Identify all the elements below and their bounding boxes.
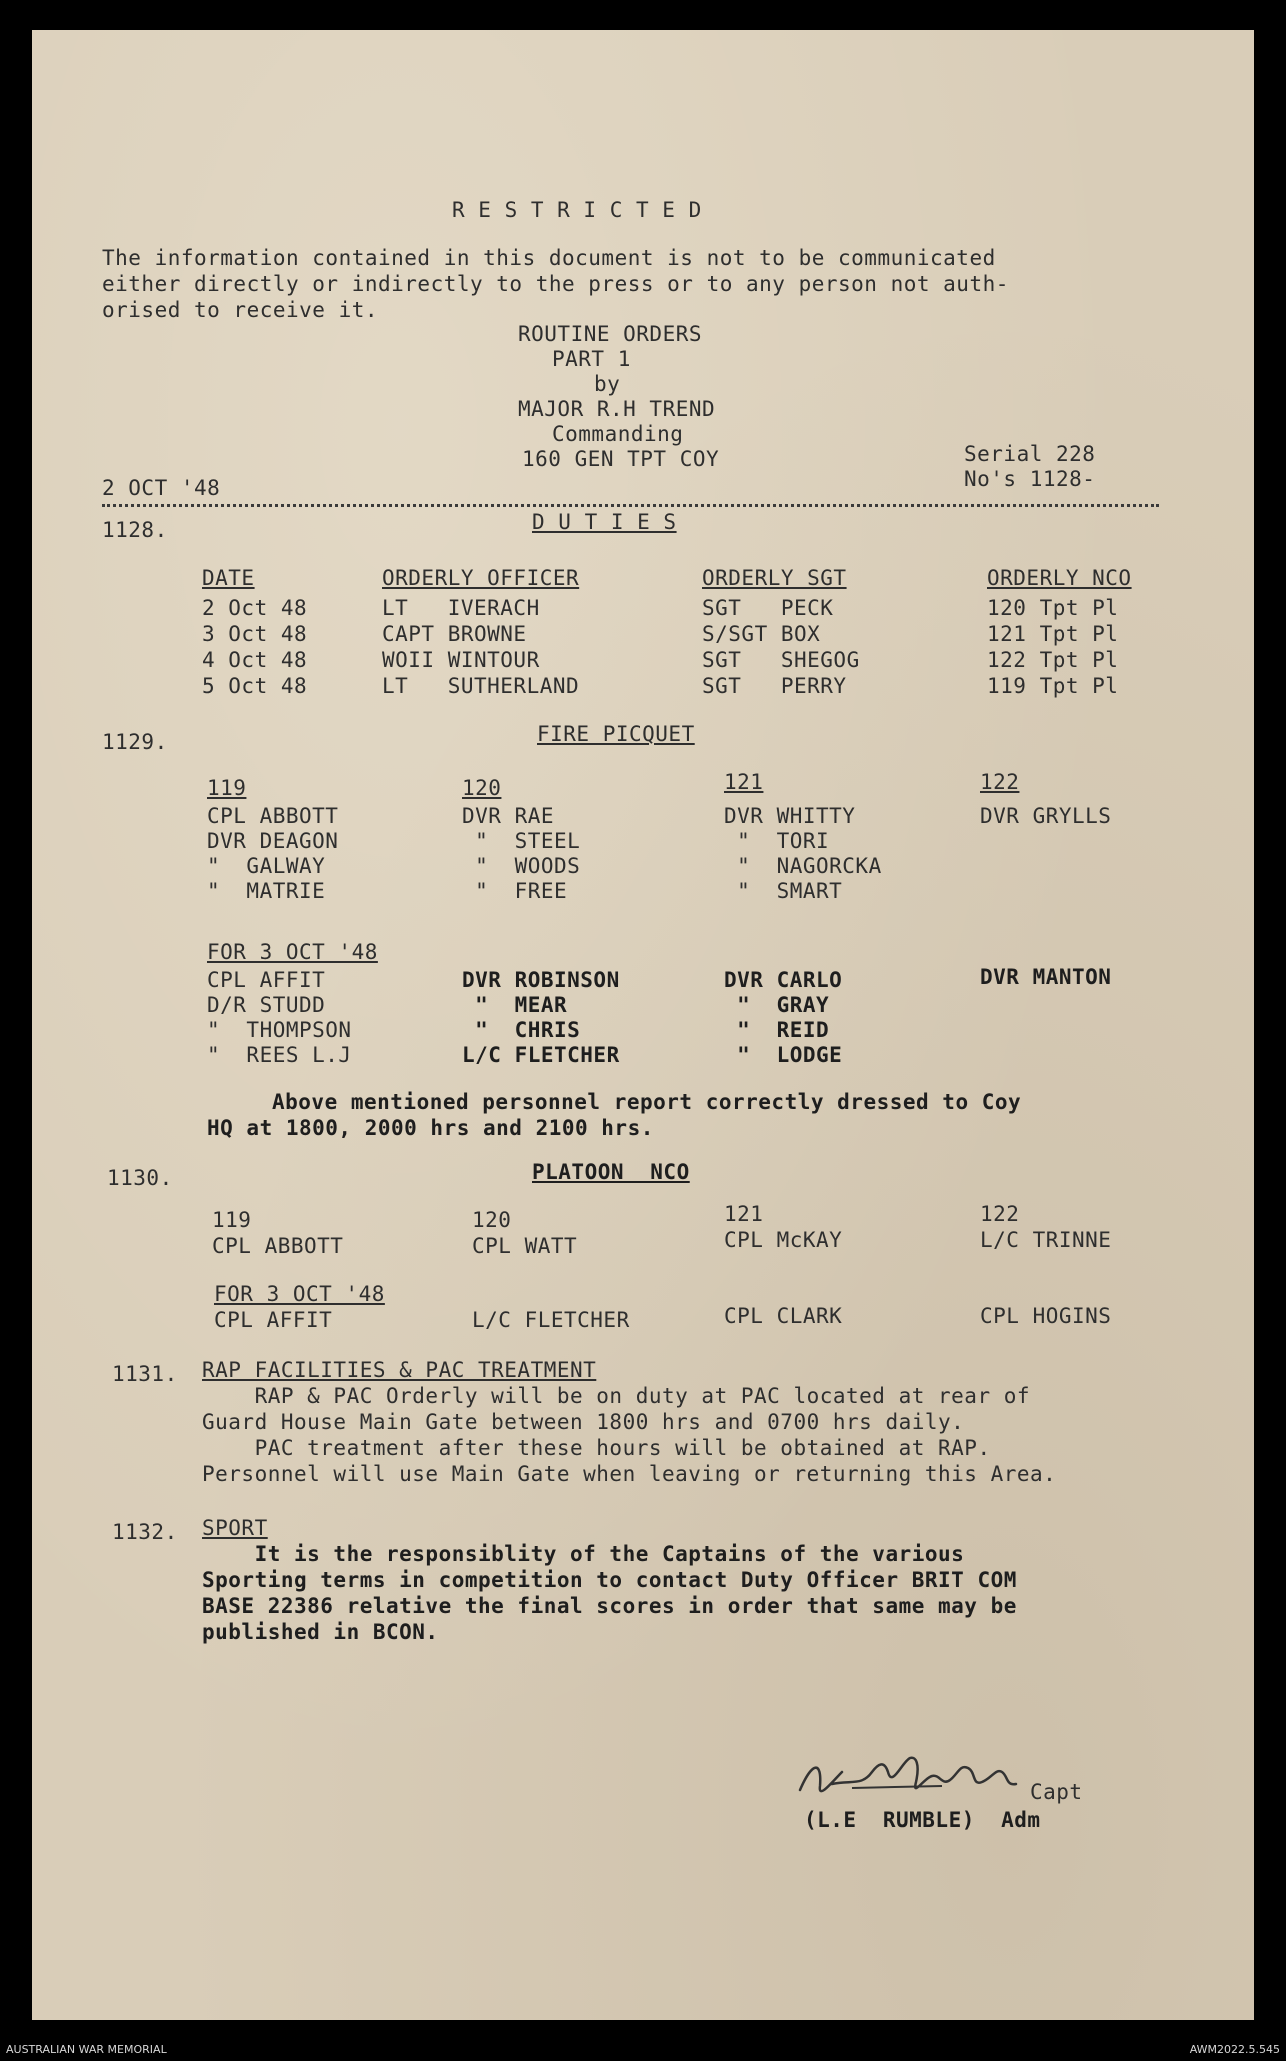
duty-sgt: SGT SHEGOG (702, 648, 860, 672)
picquet-note-line-2: HQ at 1800, 2000 hrs and 2100 hrs. (207, 1116, 654, 1140)
section-number-1128: 1128. (102, 518, 168, 542)
sport-line-3: BASE 22386 relative the final scores in order that same may be (202, 1594, 1017, 1618)
for-date-label: FOR 3 OCT '48 (214, 1282, 385, 1306)
picquet-member: CPL AFFIT (207, 968, 326, 992)
col-orderly-sgt: ORDERLY SGT (702, 566, 847, 590)
duty-nco: 122 Tpt Pl (987, 648, 1119, 672)
duty-officer: CAPT BROWNE (382, 622, 527, 646)
rap-line-1: RAP & PAC Orderly will be on duty at PAC located at rear of (202, 1384, 1031, 1408)
signatory-name: (L.E RUMBLE) Adm (804, 1808, 1041, 1832)
section-number-1131: 1131. (112, 1362, 178, 1386)
picquet-member: DVR DEAGON (207, 829, 339, 853)
notice-line-2: either directly or indirectly to the press or to any person not auth- (102, 272, 1009, 296)
document-page (32, 30, 1254, 2020)
sport-heading: SPORT (202, 1516, 268, 1540)
platoon-nco-name: CPL WATT (472, 1234, 578, 1258)
sport-line-1: It is the responsiblity of the Captains of the various (202, 1542, 965, 1566)
picquet-member: " STEEL (462, 829, 581, 853)
duty-date: 4 Oct 48 (202, 648, 308, 672)
duty-date: 2 Oct 48 (202, 596, 308, 620)
platoon-nco-name: CPL CLARK (724, 1304, 843, 1328)
picquet-member: " CHRIS (462, 1018, 581, 1042)
for-date-label: FOR 3 OCT '48 (207, 940, 378, 964)
title-line-6: 160 GEN TPT COY (522, 447, 720, 471)
platoon-nco-name: L/C TRINNE (980, 1228, 1112, 1252)
group-label-121: 121 (724, 770, 764, 794)
platoon-nco-name: CPL AFFIT (214, 1308, 333, 1332)
platoon-label-119: 119 (212, 1208, 252, 1232)
rap-line-4: Personnel will use Main Gate when leaving or returning this Area. (202, 1462, 1057, 1486)
platoon-nco-name: CPL HOGINS (980, 1304, 1112, 1328)
title-line-5: Commanding (552, 422, 684, 446)
picquet-member: DVR MANTON (980, 965, 1112, 989)
col-date: DATE (202, 566, 255, 590)
title-line-1: ROUTINE ORDERS (518, 322, 703, 346)
rap-heading: RAP FACILITIES & PAC TREATMENT (202, 1358, 597, 1382)
signatory-rank: Capt (1030, 1780, 1083, 1804)
platoon-nco-heading: PLATOON NCO (532, 1160, 690, 1184)
picquet-member: " GRAY (724, 993, 830, 1017)
platoon-label-121: 121 (724, 1202, 764, 1226)
platoon-label-122: 122 (980, 1202, 1020, 1226)
col-orderly-nco: ORDERLY NCO (987, 566, 1132, 590)
picquet-member: CPL ABBOTT (207, 804, 339, 828)
section-number-1130: 1130. (107, 1166, 173, 1190)
picquet-member: " REES L.J (207, 1043, 352, 1067)
duty-sgt: SGT PECK (702, 596, 834, 620)
notice-line-3: orised to receive it. (102, 298, 379, 322)
platoon-nco-name: CPL McKAY (724, 1228, 843, 1252)
footer-right-accession: AWM2022.5.545 (1189, 2043, 1280, 2056)
picquet-member: DVR ROBINSON (462, 968, 620, 992)
rap-line-2: Guard House Main Gate between 1800 hrs and 0700 hrs daily. (202, 1410, 965, 1434)
picquet-member: " LODGE (724, 1043, 843, 1067)
rap-line-3: PAC treatment after these hours will be obtained at RAP. (202, 1436, 991, 1460)
duty-sgt: S/SGT BOX (702, 622, 821, 646)
document-date: 2 OCT '48 (102, 476, 221, 500)
duty-date: 3 Oct 48 (202, 622, 308, 646)
title-line-2: PART 1 (552, 347, 631, 371)
duty-officer: LT IVERACH (382, 596, 540, 620)
picquet-member: DVR RAE (462, 804, 555, 828)
order-numbers: No's 1128- (964, 467, 1096, 491)
duties-heading: D U T I E S (532, 510, 677, 534)
picquet-member: " FREE (462, 879, 568, 903)
footer-left-credit: AUSTRALIAN WAR MEMORIAL (6, 2043, 167, 2056)
sport-line-2: Sporting terms in competition to contact Duty Officer BRIT COM (202, 1568, 1017, 1592)
picquet-member: DVR WHITTY (724, 804, 856, 828)
duty-nco: 121 Tpt Pl (987, 622, 1119, 646)
picquet-member: " WOODS (462, 854, 581, 878)
picquet-member: " GALWAY (207, 854, 326, 878)
platoon-label-120: 120 (472, 1208, 512, 1232)
section-number-1129: 1129. (102, 730, 168, 754)
duty-officer: WOII WINTOUR (382, 648, 540, 672)
picquet-member: L/C FLETCHER (462, 1043, 620, 1067)
group-label-119: 119 (207, 776, 247, 800)
notice-line-1: The information contained in this document is not to be communicated (102, 246, 996, 270)
fire-picquet-heading: FIRE PICQUET (537, 722, 695, 746)
restricted-heading: R E S T R I C T E D (452, 198, 702, 222)
section-number-1132: 1132. (112, 1520, 178, 1544)
col-orderly-officer: ORDERLY OFFICER (382, 566, 580, 590)
title-line-3: by (594, 372, 621, 396)
duty-sgt: SGT PERRY (702, 674, 847, 698)
picquet-member: " TORI (724, 829, 830, 853)
picquet-member: D/R STUDD (207, 993, 326, 1017)
picquet-member: DVR GRYLLS (980, 804, 1112, 828)
picquet-member: " NAGORCKA (724, 854, 882, 878)
picquet-member: DVR CARLO (724, 968, 843, 992)
dotted-rule (102, 504, 1159, 507)
picquet-member: " MEAR (462, 993, 568, 1017)
duty-nco: 119 Tpt Pl (987, 674, 1119, 698)
platoon-nco-name: CPL ABBOTT (212, 1234, 344, 1258)
duty-date: 5 Oct 48 (202, 674, 308, 698)
duty-nco: 120 Tpt Pl (987, 596, 1119, 620)
picquet-member: " MATRIE (207, 879, 326, 903)
duty-officer: LT SUTHERLAND (382, 674, 580, 698)
group-label-122: 122 (980, 770, 1020, 794)
picquet-member: " THOMPSON (207, 1018, 352, 1042)
sport-line-4: published in BCON. (202, 1620, 439, 1644)
picquet-note-line-1: Above mentioned personnel report correctly dressed to Coy (272, 1090, 1022, 1114)
picquet-member: " SMART (724, 879, 843, 903)
picquet-member: " REID (724, 1018, 830, 1042)
title-line-4: MAJOR R.H TREND (518, 397, 716, 421)
platoon-nco-name: L/C FLETCHER (472, 1308, 630, 1332)
serial-number: Serial 228 (964, 442, 1096, 466)
group-label-120: 120 (462, 776, 502, 800)
